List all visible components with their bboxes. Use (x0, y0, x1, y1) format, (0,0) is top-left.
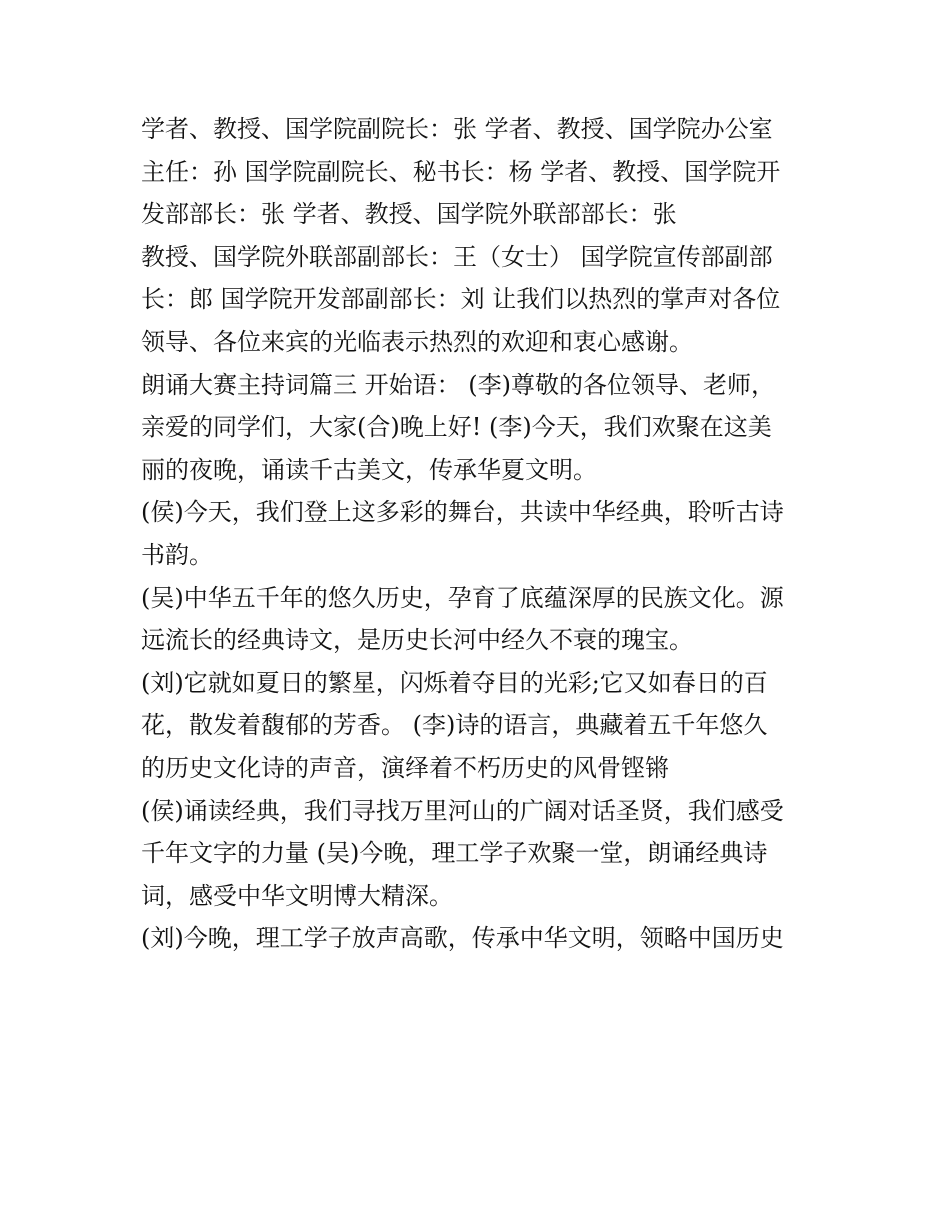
text-line: 朗诵大赛主持词篇三 开始语： (李)尊敬的各位领导、老师， (141, 370, 775, 399)
text-line: 学者、教授、国学院副院长：张 学者、教授、国学院办公室 (141, 115, 773, 143)
text-line: 发部部长：张 学者、教授、国学院外联部部长：张 (141, 200, 677, 229)
text-line: (吴)中华五千年的悠久历史，孕育了底蕴深厚的民族文化。源 (141, 583, 784, 612)
text-line: 亲爱的同学们，大家(合)晚上好! (李)今天，我们欢聚在这美 (141, 413, 772, 442)
text-line: 千年文字的力量 (吴)今晚，理工学子欢聚一堂，朗诵经典诗 (141, 839, 768, 868)
text-line: 书韵。 (141, 540, 213, 569)
text-line: (刘)它就如夏日的繁星，闪烁着夺目的光彩;它又如春日的百 (141, 668, 768, 697)
text-line: 远流长的经典诗文，是历史长河中经久不衰的瑰宝。 (141, 626, 693, 655)
body-text (141, 108, 821, 960)
text-line: 词，感受中华文明博大精深。 (141, 881, 453, 910)
text-line: 长：郎 国学院开发部副部长：刘 让我们以热烈的掌声对各位 (141, 285, 781, 314)
text-line: (侯)今天，我们登上这多彩的舞台，共读中华经典，聆听古诗 (141, 498, 784, 527)
text-line: 的历史文化诗的声音，演绎着不朽历史的风骨铿锵 (141, 753, 669, 782)
text-line: (刘)今晚，理工学子放声高歌，传承中华文明，领略中国历史 (141, 924, 784, 953)
text-line: 教授、国学院外联部副部长：王（女士） 国学院宣传部副部 (141, 242, 773, 271)
text-line: (侯)诵读经典，我们寻找万里河山的广阔对话圣贤，我们感受 (141, 796, 784, 825)
text-line: 领导、各位来宾的光临表示热烈的欢迎和衷心感谢。 (141, 327, 693, 356)
text-line: 主任：孙 国学院副院长、秘书长：杨 学者、教授、国学院开 (141, 157, 781, 186)
text-line: 丽的夜晚，诵读千古美文，传承华夏文明。 (141, 455, 597, 484)
text-line: 花，散发着馥郁的芳香。 (李)诗的语言，典藏着五千年悠久 (141, 711, 768, 740)
